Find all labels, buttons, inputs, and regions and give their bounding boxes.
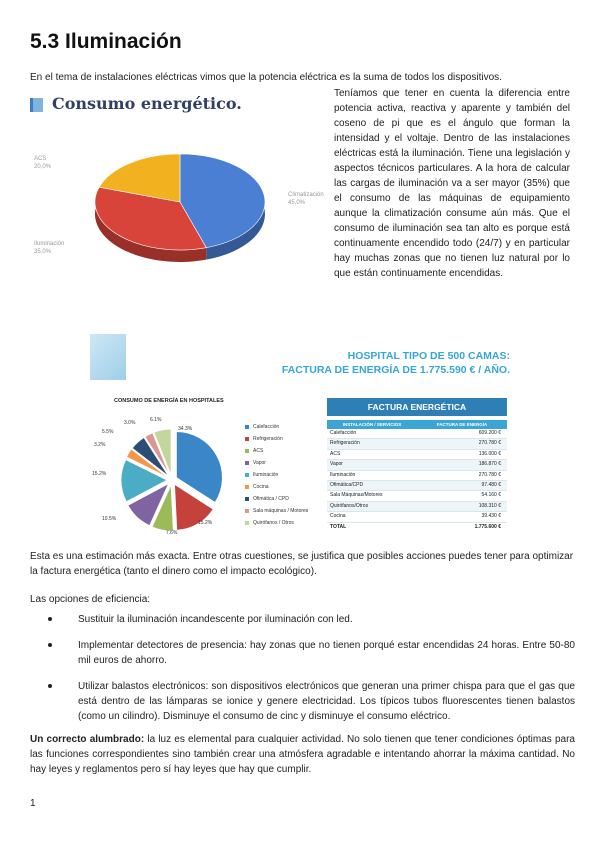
row-service: Calefacción — [330, 430, 357, 436]
legend-item — [245, 436, 283, 442]
legend-label: Calefacción — [253, 424, 280, 430]
pie-label-acs-name: ACS — [34, 156, 47, 162]
table-row — [327, 502, 507, 512]
lighting-explanation-paragraph: Teníamos que tener en cuenta la diferencia entre potencia activa, reactiva y aparente y también del coseno de pi que es el ángulo que forman la intensidad y el voltaje. Dentro de las instalaciones eléctricas está la iluminación. Tiene una legislación y aspectos técnicos particulares. A la hora de calcular las cargas de iluminación va a ser mayor (35%) que el consumo de las máquinas de equipamiento aunque la climatización consume aún más. Que el consumo de iluminación sea tan alto es porque está continuamente encendido todo (24/7) y en particular hay muchas zonas que no tienen luz natural por lo que están continuamente encendidas. — [334, 88, 570, 279]
row-amount: 609.200 € — [478, 430, 501, 436]
legend-item — [245, 508, 308, 514]
total-label: TOTAL — [330, 523, 347, 530]
pie-label-clim-value: 45,0% — [288, 200, 306, 206]
legend-swatch — [245, 509, 249, 513]
energy-consumption-pie-chart — [80, 140, 280, 280]
legend-item — [245, 460, 266, 466]
invoice-col-amount: FACTURA DE ENERGÍA — [436, 422, 488, 427]
legend-item — [245, 424, 279, 430]
table-row — [327, 471, 507, 481]
legend-swatch — [245, 461, 249, 465]
legend-swatch — [245, 497, 249, 501]
table-total-row — [327, 523, 507, 532]
table-row — [327, 450, 507, 460]
row-amount: 270.780 € — [478, 440, 501, 447]
pie-pct-calefaccion: 34.3% — [178, 426, 193, 432]
pie-pct-vapor: 10.5% — [102, 516, 117, 522]
row-amount: 270.780 € — [478, 471, 501, 478]
table-row — [327, 512, 507, 522]
infographic-heading-2: FACTURA DE ENERGÍA DE 1.775.590 € / AÑO. — [281, 364, 510, 376]
legend-label: Iluminación — [253, 472, 279, 478]
row-service: Vapor — [330, 461, 343, 468]
bullet-icon — [48, 684, 52, 688]
intro-paragraph: En el tema de instalaciones eléctricas vimos que la potencia eléctrica es la suma de todos los dispositivos. — [30, 72, 502, 83]
legend-label: Vapor — [253, 460, 266, 466]
energy-invoice-table — [327, 398, 507, 532]
invoice-table-title: FACTURA ENERGÉTICA — [327, 398, 507, 416]
list-item-text: Utilizar balastos electrónicos: son dispositivos electrónicos que generan una primer chispa para que el gas que está dentro de las lámparas se ionice y genere electricidad. Los típicos tubos fluorescentes tienen balastos (como un cilindro). Disminuye el consumo de cinc y disminuye el consumo eléctrico. — [78, 681, 575, 722]
pie-pct-cocina: 3.2% — [94, 442, 106, 448]
pie-label-acs-value: 20,0% — [34, 164, 52, 170]
row-service: ACS — [330, 450, 341, 457]
legend-label: Refrigeración — [253, 436, 283, 442]
pie-pct-quirofanos: 6.1% — [150, 417, 162, 423]
row-service: Ofimática/CPD — [330, 481, 364, 488]
legend-label: Ofimática / CPD — [253, 496, 289, 502]
correct-lighting-paragraph — [30, 732, 575, 777]
pie-label-acs — [34, 155, 51, 171]
correct-lighting-term: Un correcto alumbrado: — [30, 734, 145, 745]
legend-label: Sala máquinas / Motores — [253, 508, 309, 514]
legend-item — [245, 472, 278, 478]
pie-label-climatizacion — [288, 191, 324, 207]
hospital-chart-subtitle: CONSUMO DE ENERGÍA EN HOSPITALES — [114, 398, 224, 404]
page-title: 5.3 Iluminación — [30, 30, 182, 53]
row-amount: 54.160 € — [481, 492, 501, 499]
infographic-heading-1: HOSPITAL TIPO DE 500 CAMAS: — [347, 350, 510, 362]
list-item-text: Sustituir la iluminación incandescente por iluminación con led. — [78, 614, 353, 625]
table-row — [327, 429, 507, 439]
total-amount: 1.775.600 € — [474, 523, 501, 530]
bullet-icon — [48, 643, 52, 647]
table-row — [327, 491, 507, 501]
pie-label-ilum-name: Iluminación — [34, 241, 65, 247]
legend-swatch — [245, 437, 249, 441]
estimation-paragraph: Esta es una estimación más exacta. Entre otras cuestiones, se justifica que posibles acciones puedes tener para optimizar la factura energética (tanto el dinero como el impacto ecológico). — [30, 551, 574, 577]
invoice-table-header — [327, 420, 507, 429]
table-row — [327, 460, 507, 470]
list-item-text: Implementar detectores de presencia: hay zonas que no tienen porqué estar encendidas 24 horas. Entre 50-80 mil euros de ahorro. — [78, 640, 575, 666]
legend-label: Quirófanos / Otros — [253, 520, 294, 526]
legend-swatch — [245, 425, 249, 429]
row-service: Iluminación — [330, 471, 356, 478]
row-amount: 39.430 € — [481, 513, 501, 520]
pie-pct-sala-maquinas: 3.0% — [124, 420, 136, 426]
row-service: Quirófanos/Otros — [330, 502, 369, 509]
pie-pct-iluminacion: 15.2% — [92, 471, 107, 477]
pie-label-iluminacion — [34, 240, 64, 256]
row-amount: 136.000 € — [478, 450, 501, 457]
legend-label: ACS — [253, 448, 264, 454]
correct-lighting-text: la luz es elemental para cualquier actividad. No solo tienen que tener condiciones óptimas para las funciones correspondientes sino también crear una atmósfera agradable e intentando ahorrar la máxima cantidad. No hay leyes y reglamentos pero sí hay leyes que hay que cumplir. — [30, 734, 575, 775]
hospital-consumption-pie — [110, 410, 240, 545]
legend-label: Cocina — [253, 484, 269, 490]
legend-item — [245, 484, 269, 490]
row-amount: 97.480 € — [481, 481, 501, 488]
legend-item — [245, 520, 294, 526]
pie-label-clim-name: Climatización — [288, 192, 324, 198]
pie-pct-refrigeracion: 15.2% — [198, 520, 213, 526]
table-row — [327, 439, 507, 449]
row-amount: 108.310 € — [478, 502, 501, 509]
row-service: Refrigeración — [330, 440, 360, 447]
invoice-col-service: INSTALACIÓN / SERVICIOS — [342, 422, 402, 427]
row-amount: 186.870 € — [478, 461, 501, 468]
legend-swatch — [245, 521, 249, 525]
pie-label-ilum-value: 35,0% — [34, 249, 52, 255]
legend-swatch — [245, 473, 249, 477]
header-accent-bar — [30, 98, 43, 112]
consumption-chart-header — [30, 94, 320, 120]
efficiency-options-label: Las opciones de eficiencia: — [30, 594, 151, 605]
table-row — [327, 481, 507, 491]
consumption-chart-title: Consumo energético. — [52, 94, 242, 113]
row-service: Cocina — [330, 513, 346, 520]
legend-item — [245, 496, 289, 502]
page-number: 1 — [30, 798, 36, 809]
legend-swatch — [245, 449, 249, 453]
legend-swatch — [245, 485, 249, 489]
pie-pct-acs: 7.6% — [166, 530, 178, 536]
row-service: Sala Máquinas/Motores — [330, 492, 383, 499]
bullet-icon — [48, 617, 52, 621]
pie-pct-ofimatica: 5.5% — [102, 429, 114, 435]
hospital-energy-infographic — [90, 334, 520, 546]
legend-item — [245, 448, 263, 454]
